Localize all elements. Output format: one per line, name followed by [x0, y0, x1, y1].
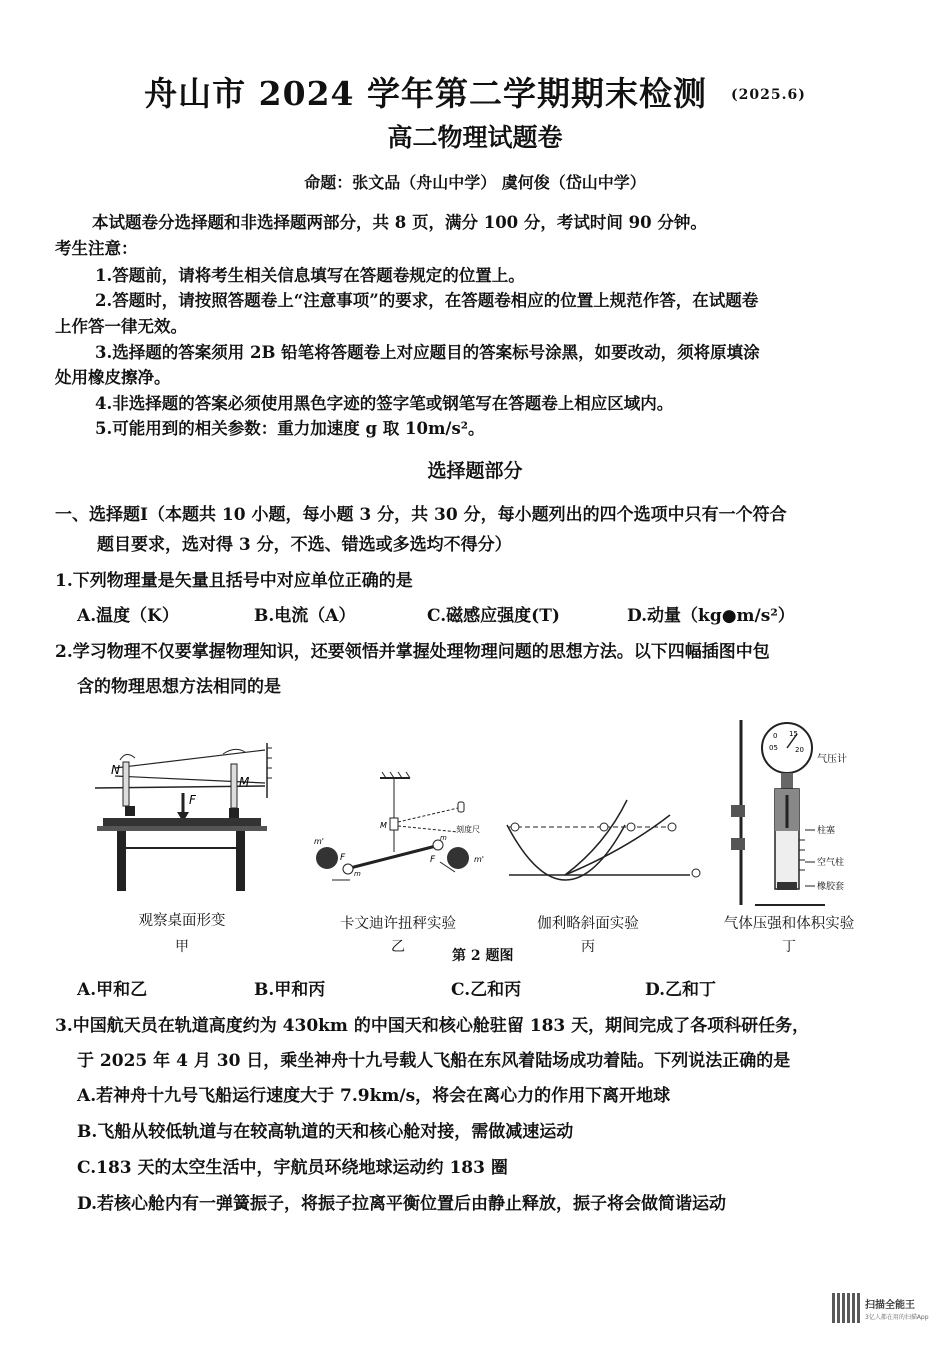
caption-bing: 伽利略斜面实验 — [537, 916, 639, 932]
notice-2a: 2.答题时，请按照答题卷上“注意事项”的要求，在答题卷相应的位置上规范作答，在试题卷 — [95, 291, 759, 310]
label-N: N — [111, 763, 120, 777]
label-m-right: m — [440, 834, 447, 842]
notice-1: 1.答题前，请将考生相关信息填写在答题卷规定的位置上。 — [95, 266, 525, 285]
q3-option-a: A.若神舟十九号飞船运行速度大于 7.9km/s，将会在离心力的作用下离开地球 — [77, 1086, 671, 1106]
exam-date: (2025.6) — [731, 87, 806, 103]
label-M-balance: M — [380, 821, 387, 830]
q2-option-a: A.甲和乙 — [77, 980, 148, 1000]
section-title: 选择题部分 — [427, 460, 523, 482]
q1-option-b: B.电流（A） — [254, 606, 356, 626]
notice-heading: 考生注意： — [55, 239, 138, 258]
notice-4: 4.非选择题的答案必须使用黑色字迹的签字笔或钢笔写在答题卷上相应区域内。 — [95, 394, 674, 413]
figure-table-deformation — [95, 738, 270, 898]
gauge-tick-05: 05 — [769, 744, 778, 752]
exam-title-text: 舟山市 2024 学年第二学期期末检测 — [144, 74, 707, 113]
label-M: M — [239, 775, 250, 789]
label-rubber: 橡胶套 — [817, 882, 845, 892]
q1-option-d: D.动量（kg●m/s²） — [627, 606, 795, 626]
qr-code-icon — [832, 1293, 862, 1323]
part1-line2: 题目要求，选对得 3 分，不选、错选或多选均不得分） — [97, 535, 512, 555]
figure-galileo-incline — [505, 765, 705, 885]
intro-text: 本试题卷分选择题和非选择题两部分，共 8 页，满分 100 分，考试时间 90 分钟。 — [92, 213, 707, 232]
label-F-right: F — [430, 855, 436, 865]
label-mprime-right: m' — [474, 855, 484, 864]
q1-option-a: A.温度（K） — [77, 606, 179, 626]
gauge-tick-15: 15 — [789, 730, 798, 738]
notice-2b: 上作答一律无效。 — [55, 317, 187, 336]
label-jia: 甲 — [175, 939, 189, 955]
label-column: 柱塞 — [817, 826, 836, 836]
label-yi: 乙 — [391, 939, 405, 955]
gauge-tick-20: 20 — [795, 746, 804, 754]
q1-stem: 1.下列物理量是矢量且括号中对应单位正确的是 — [55, 571, 413, 591]
label-F-left: F — [340, 853, 346, 863]
label-air: 空气柱 — [817, 858, 845, 868]
exam-title — [0, 68, 950, 115]
scanner-brand: 扫描全能王 — [865, 1300, 915, 1311]
q3-option-c: C.183 天的太空生活中，宇航员环绕地球运动约 183 圈 — [77, 1158, 508, 1178]
exam-authors: 命题：张文品（舟山中学） 虞何俊（岱山中学） — [304, 173, 646, 192]
caption-ding: 气体压强和体积实验 — [723, 916, 855, 932]
caption-jia: 观察桌面形变 — [138, 913, 226, 929]
exam-subtitle: 高二物理试题卷 — [387, 123, 563, 152]
label-mprime-left: m' — [314, 837, 324, 846]
notice-3b: 处用橡皮擦净。 — [55, 368, 171, 387]
label-F: F — [189, 793, 196, 807]
notice-5: 5.可能用到的相关参数：重力加速度 g 取 10m/s²。 — [95, 419, 485, 438]
label-ding: 丁 — [782, 939, 796, 955]
figure-gas-apparatus — [725, 720, 865, 910]
caption-yi: 卡文迪许扭秤实验 — [340, 916, 456, 932]
figure-torsion-balance — [310, 772, 495, 892]
q3-option-b: B.飞船从较低轨道与在较高轨道的天和核心舱对接，需做减速运动 — [77, 1122, 574, 1142]
q3-stem-1: 3.中国航天员在轨道高度约为 430km 的中国天和核心舱驻留 183 天，期间完成了各项科研任务， — [55, 1016, 810, 1036]
label-m-left: m — [354, 870, 361, 878]
label-bing: 丙 — [581, 939, 595, 955]
q2-option-b: B.甲和丙 — [254, 980, 326, 1000]
gauge-tick-0: 0 — [773, 732, 778, 740]
q2-stem-2: 含的物理思想方法相同的是 — [77, 677, 281, 697]
notice-3a: 3.选择题的答案须用 2B 铅笔将答题卷上对应题目的答案标号涂黑，如要改动，须将原填涂 — [95, 343, 760, 362]
label-gauge: 气压计 — [817, 754, 847, 765]
q2-option-d: D.乙和丁 — [645, 980, 717, 1000]
label-ruler: 刻度尺 — [456, 825, 480, 834]
q3-option-d: D.若核心舱内有一弹簧振子，将振子拉离平衡位置后由静止释放，振子将会做简谐运动 — [77, 1194, 727, 1214]
q3-stem-2: 于 2025 年 4 月 30 日，乘坐神舟十九号载人飞船在东风着陆场成功着陆。下列说法正确的是 — [77, 1051, 791, 1071]
part1-line1: 一、选择题Ⅰ（本题共 10 小题，每小题 3 分，共 30 分，每小题列出的四个选项中只有一个符合 — [55, 505, 787, 525]
q1-option-c: C.磁感应强度(T) — [427, 606, 560, 626]
q2-option-c: C.乙和丙 — [451, 980, 522, 1000]
q2-stem-1: 2.学习物理不仅要掌握物理知识，还要领悟并掌握处理物理问题的思想方法。以下四幅插图中包 — [55, 642, 770, 662]
scanner-subtitle: 3亿人都在用的扫描App — [865, 1314, 929, 1321]
figure-title: 第 2 题图 — [452, 948, 514, 964]
